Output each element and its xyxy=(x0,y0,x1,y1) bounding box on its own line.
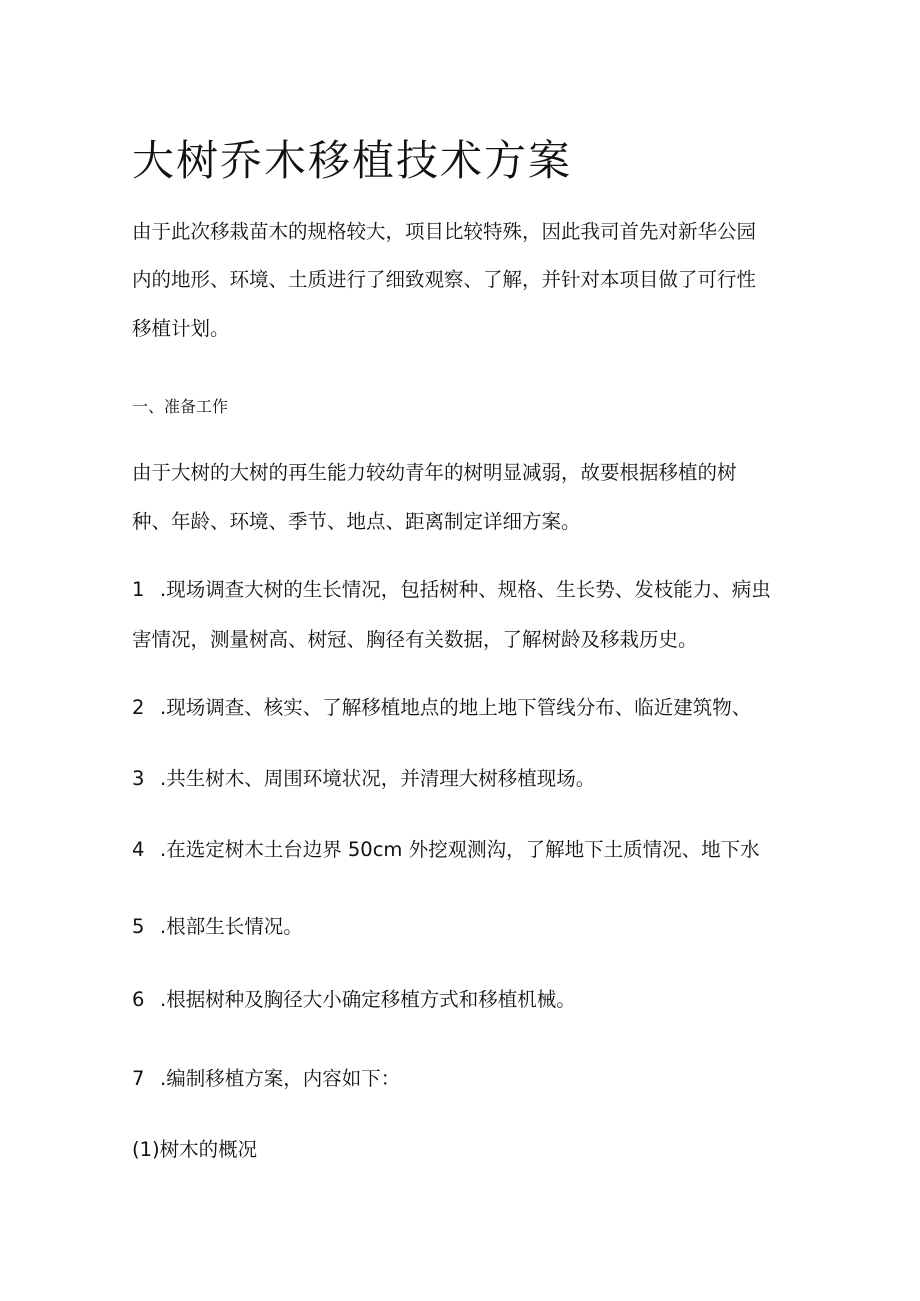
document-title: 大树乔木移植技术方案 xyxy=(132,136,573,185)
list-item xyxy=(132,578,771,602)
list-item-number: 3 xyxy=(132,767,145,790)
list-item xyxy=(132,767,595,791)
intro-line-3: 移植计划。 xyxy=(132,317,230,340)
list-item-text: 害情况，测量树高、树冠、胸径有关数据，了解树龄及移栽历史。 xyxy=(132,628,698,651)
list-item xyxy=(132,988,576,1012)
sub-item: (1)树木的概况 xyxy=(132,1138,258,1161)
intro-line-2: 内的地形、环境、土质进行了细致观察、了解，并针对本项目做了可行性 xyxy=(132,268,757,291)
section-heading: 一、准备工作 xyxy=(132,397,229,416)
list-item-number: 2 xyxy=(132,696,145,719)
list-item xyxy=(132,1067,400,1091)
list-item xyxy=(132,915,303,939)
list-item-number: 6 xyxy=(132,988,145,1011)
list-item xyxy=(132,696,751,720)
list-item xyxy=(132,838,760,862)
section-paragraph-line-1: 由于大树的大树的再生能力较幼青年的树明显减弱，故要根据移植的树 xyxy=(132,461,737,484)
list-item-text: .现场调查大树的生长情况，包括树种、规格、生长势、发枝能力、病虫 xyxy=(160,578,771,601)
list-item-continuation xyxy=(132,628,698,652)
list-item-text: .编制移植方案，内容如下： xyxy=(160,1067,401,1090)
list-item-text: .在选定树木土台边界 50cm 外挖观测沟，了解地下土质情况、地下水 xyxy=(160,838,760,861)
intro-line-1: 由于此次移栽苗木的规格较大，项目比较特殊，因此我司首先对新华公园 xyxy=(132,220,757,243)
list-item-number: 1 xyxy=(132,578,145,601)
list-item-number: 4 xyxy=(132,838,145,861)
list-item-text: .根部生长情况。 xyxy=(160,915,303,938)
list-item-number: 7 xyxy=(132,1067,145,1090)
list-item-text: .共生树木、周围环境状况，并清理大树移植现场。 xyxy=(160,767,596,790)
list-item-text: .现场调查、核实、了解移植地点的地上地下管线分布、临近建筑物、 xyxy=(160,696,752,719)
section-paragraph-line-2: 种、年龄、环境、季节、地点、距离制定详细方案。 xyxy=(132,510,581,533)
list-item-text: .根据树种及胸径大小确定移植方式和移植机械。 xyxy=(160,988,576,1011)
list-item-number: 5 xyxy=(132,915,145,938)
